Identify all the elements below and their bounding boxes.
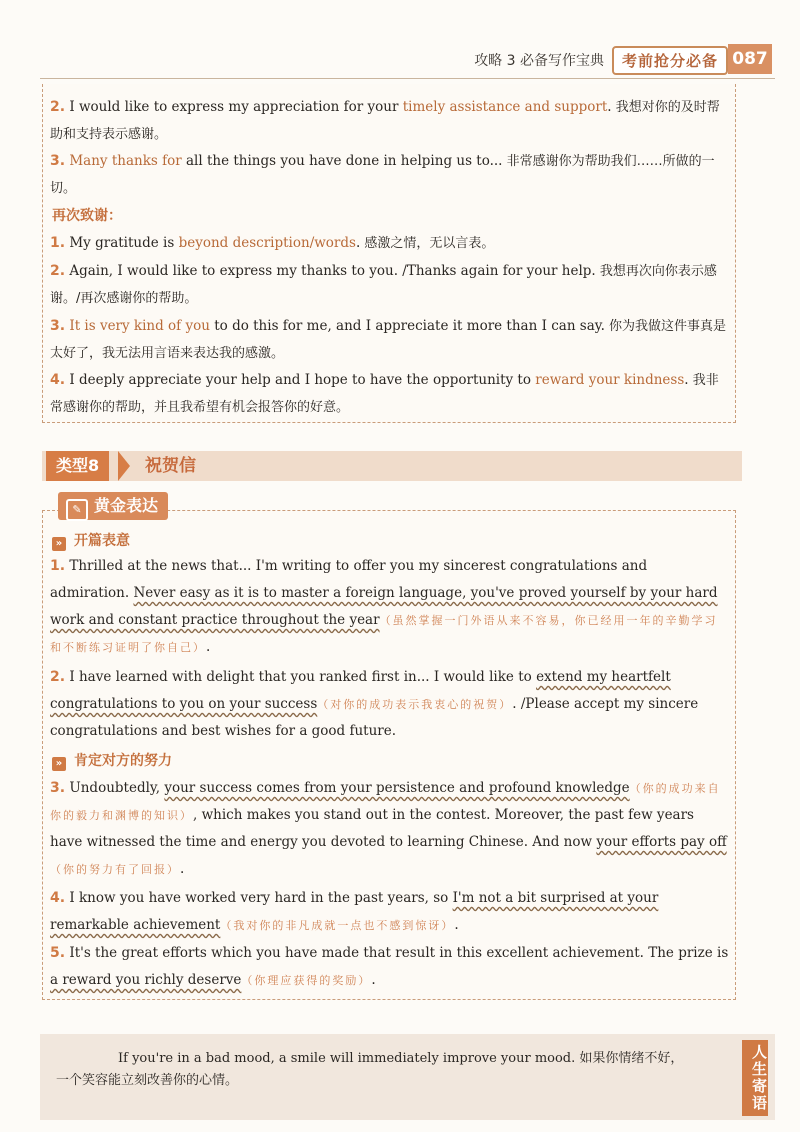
handwritten-note: （我对你的非凡成就一点也不感到惊讶） bbox=[220, 919, 455, 932]
chinese-translation: 我想再次向你表示感谢。/再次感谢你的帮助。 bbox=[50, 264, 717, 306]
section-heading-affirm bbox=[52, 750, 172, 771]
list-item bbox=[50, 94, 730, 148]
item-text: . bbox=[684, 372, 689, 388]
item-text: I deeply appreciate your help and I hope to have the opportunity to bbox=[69, 372, 536, 388]
list-item bbox=[50, 775, 730, 883]
page-number: 087 bbox=[728, 44, 772, 74]
item-text: Again, I would like to express my thanks to you. /Thanks again for your help. bbox=[69, 263, 596, 279]
item-text: Undoubtedly, bbox=[69, 780, 165, 796]
section-badge: 考前抢分必备 bbox=[612, 46, 728, 75]
underlined-phrase: your success comes from your persistence and profound knowledge bbox=[164, 780, 630, 796]
gold-tag-label: 黄金表达 bbox=[94, 496, 159, 515]
highlight-phrase: Many thanks for bbox=[69, 153, 182, 169]
type-tag: 类型8 bbox=[46, 451, 109, 481]
type-title: 祝贺信 bbox=[145, 456, 196, 476]
handwritten-note: （你的努力有了回报） bbox=[50, 863, 180, 876]
list-item bbox=[50, 258, 730, 312]
handwritten-note: （对你的成功表示我衷心的祝贺） bbox=[317, 698, 513, 711]
double-chevron-icon: » bbox=[52, 537, 66, 551]
handwritten-note: （你理应获得的奖励） bbox=[241, 974, 372, 987]
gold-expression-tag bbox=[58, 492, 168, 520]
item-number: 5. bbox=[50, 945, 66, 961]
header-divider bbox=[40, 78, 775, 79]
item-text: . bbox=[454, 917, 459, 933]
item-text: . bbox=[180, 861, 185, 877]
again-heading: 再次致谢： bbox=[52, 208, 122, 224]
item-number: 1. bbox=[50, 235, 66, 251]
chapter-title: 攻略 3 必备写作宝典 bbox=[474, 53, 604, 69]
pencil-icon: ✎ bbox=[66, 499, 88, 521]
list-item bbox=[50, 230, 730, 257]
list-item bbox=[50, 885, 730, 939]
list-item bbox=[50, 313, 730, 367]
list-item bbox=[50, 940, 730, 994]
underlined-phrase: Never easy as it is to master a foreign language, you've proved yourself by your hard work and constant practice throughout the year bbox=[50, 585, 718, 628]
footer-quote bbox=[56, 1048, 696, 1092]
underlined-phrase: a reward you richly deserve bbox=[50, 972, 242, 988]
double-chevron-icon: » bbox=[52, 757, 66, 771]
item-text: I would like to express my appreciation for your bbox=[69, 99, 403, 115]
handwritten-note: （你的成功来自你的毅力和渊博的知识） bbox=[50, 782, 721, 822]
item-number: 2. bbox=[50, 669, 66, 685]
highlight-phrase: beyond description/words bbox=[178, 235, 356, 251]
highlight-phrase: It is very kind of you bbox=[69, 318, 210, 334]
page-header bbox=[0, 44, 800, 78]
highlight-phrase: reward your kindness bbox=[535, 372, 685, 388]
item-text: to do this for me, and I appreciate it more than I can say. bbox=[209, 318, 605, 334]
chevron-right-icon bbox=[118, 451, 130, 481]
item-text: , which makes you stand out in the contest. Moreover, the past few years have witnessed the time and energy you devoted to learning Chinese. And now bbox=[50, 807, 694, 850]
handwritten-note: （虽然掌握一门外语从来不容易，你已经用一年的辛勤学习和不断练习证明了你自己） bbox=[50, 614, 718, 654]
chinese-translation: 非常感谢你为帮助我们……所做的一切。 bbox=[50, 154, 715, 196]
item-text: . bbox=[355, 235, 361, 251]
item-number: 4. bbox=[50, 372, 66, 388]
section-label: 肯定对方的努力 bbox=[74, 753, 172, 769]
chinese-translation: 我非常感谢你的帮助，并且我希望有机会报答你的好意。 bbox=[50, 373, 719, 415]
item-text: all the things you have done in helping us to... bbox=[181, 153, 503, 169]
item-number: 3. bbox=[50, 318, 66, 334]
item-number: 3. bbox=[50, 153, 66, 169]
item-text: I know you have worked very hard in the past years, so bbox=[69, 890, 453, 906]
item-text: . bbox=[607, 99, 612, 115]
list-item bbox=[50, 367, 730, 421]
item-text: . bbox=[206, 639, 211, 655]
item-number: 2. bbox=[50, 263, 66, 279]
chinese-translation: 感激之情，无以言表。 bbox=[360, 236, 495, 251]
item-text: It's the great efforts which you have made that result in this excellent achievement. The prize is bbox=[69, 945, 729, 961]
chinese-translation: 你为我做这件事真是太好了，我无法用言语来表达我的感激。 bbox=[50, 319, 727, 361]
highlight-phrase: timely assistance and support bbox=[402, 99, 608, 115]
item-text: . bbox=[371, 972, 376, 988]
footer-chinese: 如果你情绪不好，一个笑容能立刻改善你的心情。 bbox=[56, 1051, 684, 1088]
item-number: 2. bbox=[50, 99, 66, 115]
section-label: 开篇表意 bbox=[74, 533, 130, 549]
item-text: Thrilled at the news that... I'm writing to offer you my sincerest congratulations and admiration. bbox=[50, 558, 648, 601]
item-number: 1. bbox=[50, 558, 66, 574]
list-item bbox=[50, 148, 730, 202]
item-number: 3. bbox=[50, 780, 66, 796]
footer-english: If you're in a bad mood, a smile will immediately improve your mood. bbox=[118, 1051, 576, 1066]
item-text: . /Please accept my sincere congratulations and best wishes for a good future. bbox=[50, 696, 699, 739]
item-text: My gratitude is bbox=[69, 235, 179, 251]
underlined-phrase: I'm not a bit surprised at your remarkable achievement bbox=[50, 890, 659, 933]
list-item bbox=[50, 553, 730, 661]
list-item bbox=[50, 664, 730, 745]
section-heading-open bbox=[52, 530, 130, 551]
chinese-translation: 我想对你的及时帮助和支持表示感谢。 bbox=[50, 100, 720, 142]
item-text: I have learned with delight that you ranked first in... I would like to bbox=[69, 669, 537, 685]
underlined-phrase: your efforts pay off bbox=[596, 834, 727, 850]
underlined-phrase: extend my heartfelt congratulations to you on your success bbox=[50, 669, 671, 712]
footer-side-label: 人生寄语 bbox=[742, 1040, 768, 1116]
item-number: 4. bbox=[50, 890, 66, 906]
